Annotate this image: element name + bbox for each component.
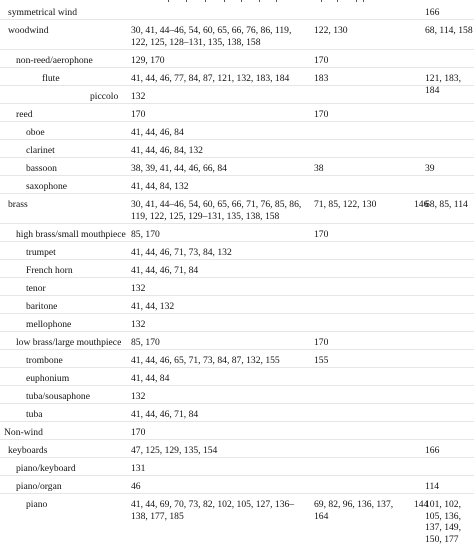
instrument-name: clarinet: [26, 145, 55, 156]
column-4-refs: 166: [425, 445, 440, 456]
table-row: [0, 440, 474, 458]
column-1-refs: 41, 44, 69, 70, 73, 82, 102, 105, 127, 136–138, 177, 185: [131, 499, 295, 522]
instrument-name: symmetrical wind: [8, 7, 78, 18]
table-row: [0, 260, 474, 278]
table-row: [0, 122, 474, 140]
instrument-name: euphonium: [26, 373, 70, 384]
column-4-refs: 68, 114, 158: [425, 25, 473, 36]
column-2-refs: 170: [314, 229, 329, 240]
instrument-name: reed: [16, 109, 33, 120]
column-1-refs: 131: [131, 463, 146, 474]
instrument-name: non-reed/aerophone: [16, 55, 93, 66]
table-row: [0, 242, 474, 260]
column-1-refs: 30, 41, 44–46, 54, 60, 65, 66, 76, 86, 119, 122, 125, 128–131, 135, 138, 158: [131, 25, 292, 48]
instrument-name: piano/keyboard: [16, 463, 76, 474]
column-1-refs: 132: [131, 283, 146, 294]
column-4-refs: 121, 183, 184: [425, 73, 461, 96]
table-row: [0, 368, 474, 386]
instrument-name: trumpet: [26, 247, 56, 258]
table-row: [0, 224, 474, 242]
column-1-refs: 132: [131, 319, 146, 330]
column-2-refs: 183: [314, 73, 329, 84]
column-1-refs: 85, 170: [131, 229, 160, 240]
table-row: [0, 140, 474, 158]
instrument-name: brass: [8, 199, 28, 210]
table-row: [0, 2, 474, 20]
column-1-refs: 41, 44, 46, 65, 71, 73, 84, 87, 132, 155: [131, 355, 280, 366]
column-1-refs: 41, 44, 46, 84: [131, 127, 184, 138]
column-1-refs: 170: [131, 109, 146, 120]
table-row: [0, 422, 474, 440]
instrument-name: piccolo: [90, 91, 119, 102]
table-row: [0, 332, 474, 350]
column-2-refs: 170: [314, 337, 329, 348]
instrument-name: bassoon: [26, 163, 57, 174]
column-2-refs: 155: [314, 355, 329, 366]
table-row: [0, 86, 474, 104]
column-1-refs: 41, 44, 84: [131, 373, 170, 384]
instrument-name: low brass/large mouthpiece: [16, 337, 122, 348]
table-row: [0, 350, 474, 368]
column-2-refs: 170: [314, 55, 329, 66]
table-row: [0, 494, 474, 545]
table-row: [0, 50, 474, 68]
instrument-name: high brass/small mouthpiece: [16, 229, 126, 240]
table-row: [0, 194, 474, 224]
column-1-refs: 41, 44, 46, 71, 84: [131, 409, 199, 420]
instrument-name: baritone: [26, 301, 58, 312]
instrument-name: piano/organ: [16, 481, 62, 492]
instrument-name: woodwind: [8, 25, 49, 36]
column-2-refs: 122, 130: [314, 25, 348, 36]
table-row: [0, 68, 474, 96]
table-row: [0, 386, 474, 404]
instrument-name: trombone: [26, 355, 63, 366]
column-4-refs: 166: [425, 7, 440, 18]
instrument-name: tenor: [26, 283, 46, 294]
column-2-refs: 69, 82, 96, 136, 137, 164: [314, 499, 394, 522]
table-row: [0, 158, 474, 176]
column-1-refs: 46: [131, 481, 141, 492]
column-1-refs: 38, 39, 41, 44, 46, 66, 84: [131, 163, 227, 174]
table-row: [0, 176, 474, 194]
column-4-refs: 114: [425, 481, 440, 492]
instrument-name: oboe: [26, 127, 45, 138]
table-row: [0, 404, 474, 422]
instrument-name: French horn: [26, 265, 73, 276]
column-2-refs: 71, 85, 122, 130: [314, 199, 377, 210]
instrument-name: saxophone: [26, 181, 68, 192]
table-row: [0, 458, 474, 476]
instrument-name: tuba: [26, 409, 43, 420]
instrument-name: flute: [42, 73, 60, 84]
column-1-refs: 132: [131, 91, 146, 102]
table-row: [0, 278, 474, 296]
column-1-refs: 47, 125, 129, 135, 154: [131, 445, 218, 456]
table-row: [0, 314, 474, 332]
instrument-name: Non-wind: [4, 427, 43, 438]
column-1-refs: 30, 41, 44–46, 54, 60, 65, 66, 71, 76, 85, 86, 119, 122, 125, 129–131, 135, 138, 158: [131, 199, 302, 222]
instrument-name: piano: [26, 499, 48, 510]
column-1-refs: 41, 44, 46, 84, 132: [131, 145, 203, 156]
column-1-refs: 132: [131, 391, 146, 402]
column-1-refs: 129, 170: [131, 55, 165, 66]
column-3-refs: 144: [414, 499, 429, 510]
table-row: [0, 476, 474, 494]
column-4-refs: 101, 102, 105, 136, 137, 149, 150, 177: [425, 499, 461, 545]
table-row: [0, 20, 474, 50]
column-1-refs: 41, 44, 132: [131, 301, 175, 312]
instrument-name: keyboards: [8, 445, 48, 456]
column-1-refs: 41, 44, 46, 71, 73, 84, 132: [131, 247, 232, 258]
column-2-refs: 170: [314, 109, 329, 120]
column-3-refs: 146: [414, 199, 429, 210]
column-1-refs: 170: [131, 427, 146, 438]
instrument-name: mellophone: [26, 319, 72, 330]
column-1-refs: 85, 170: [131, 337, 160, 348]
column-4-refs: 68, 85, 114: [425, 199, 468, 210]
column-4-refs: 39: [425, 163, 435, 174]
instrument-name: tuba/sousaphone: [26, 391, 90, 402]
table-row: [0, 296, 474, 314]
table-row: [0, 104, 474, 122]
instrument-index-table: [0, 2, 474, 545]
column-1-refs: 41, 44, 46, 77, 84, 87, 121, 132, 183, 184: [131, 73, 290, 84]
column-1-refs: 41, 44, 46, 71, 84: [131, 265, 199, 276]
column-2-refs: 38: [314, 163, 324, 174]
column-1-refs: 41, 44, 84, 132: [131, 181, 189, 192]
